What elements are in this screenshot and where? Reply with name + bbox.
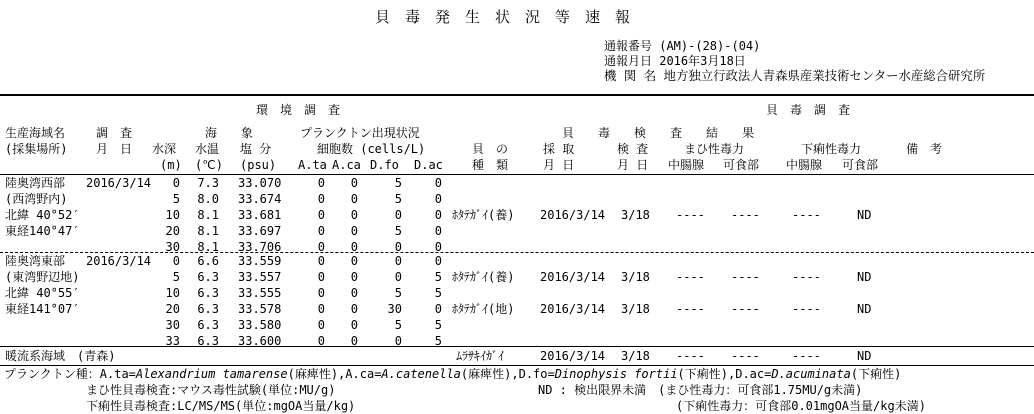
col-psp-gland: 中腸腺 <box>668 158 705 172</box>
ata-value: 0 <box>317 208 325 222</box>
species-name: ﾑﾗｻｷｲｶﾞｲ <box>456 349 505 363</box>
col-species-1: 貝 の <box>472 142 509 156</box>
dfo-abbr: D.fo= <box>518 367 555 381</box>
col-species-2: 種 類 <box>472 158 509 172</box>
aca-value: 0 <box>350 224 358 238</box>
dfo-value: 5 <box>394 192 402 206</box>
temp-value: 8.1 <box>197 240 219 254</box>
dsp-gland-value: ---- <box>792 349 821 363</box>
test-date: 3/18 <box>621 349 650 363</box>
sample-date: 2016/3/14 <box>540 349 606 363</box>
depth-value: 5 <box>172 192 180 206</box>
test-date: 3/18 <box>621 302 650 316</box>
depth-value: 10 <box>165 286 180 300</box>
dac-value: 0 <box>434 192 442 206</box>
species-name: ﾎﾀﾃｶﾞｲ(養) <box>452 208 515 222</box>
test-date: 3/18 <box>621 270 650 284</box>
depth-value: 20 <box>165 302 180 316</box>
depth-value: 33 <box>165 334 180 348</box>
salinity-value: 33.600 <box>238 334 282 348</box>
dac-value: 0 <box>434 254 442 268</box>
col-aca: A.ca <box>332 158 361 172</box>
temp-value: 7.3 <box>197 176 219 190</box>
aca-toxin: (麻痺性), <box>460 367 519 381</box>
col-sample-2: 月 日 <box>543 158 575 172</box>
col-cells: 細胞数 (cells/L) <box>317 142 426 156</box>
nd-note: ND : 検出限界未満 (まひ性毒力：可食部1.75MU/g未満) <box>538 383 863 397</box>
dsp-edible-value: ND <box>857 208 872 222</box>
plankton-legend-label: プランクトン種： <box>4 367 100 381</box>
dsp-method-note: 下痢性貝毒検査:LC/MS/MS(単位:mgOA当量/kg) <box>86 399 356 413</box>
psp-method-note: まひ性貝毒検査:マウス毒性試験(単位:MU/g) <box>86 383 336 397</box>
station-name: (東湾野辺地) <box>5 270 80 284</box>
ata-toxin: (麻痺性), <box>287 367 346 381</box>
col-month-day: 月 日 <box>96 142 133 156</box>
col-plankton: プランクトン出現状況 <box>300 126 420 140</box>
aca-value: 0 <box>350 286 358 300</box>
col-dac: D.ac <box>414 158 443 172</box>
dac-value: 0 <box>434 302 442 316</box>
temp-value: 8.1 <box>197 208 219 222</box>
col-sea: 海 象 <box>205 126 254 140</box>
depth-value: 30 <box>165 240 180 254</box>
col-remarks: 備 考 <box>906 142 943 156</box>
salinity-value: 33.580 <box>238 318 282 332</box>
dac-value: 5 <box>434 318 442 332</box>
depth-value: 0 <box>172 254 180 268</box>
shellfish-survey-header: 貝 毒 調 査 <box>766 103 851 117</box>
salinity-value: 33.070 <box>238 176 282 190</box>
depth-value: 20 <box>165 224 180 238</box>
salinity-value: 33.697 <box>238 224 282 238</box>
salinity-value: 33.559 <box>238 254 282 268</box>
latitude: 北緯 40°52′ <box>5 208 80 222</box>
test-date: 3/18 <box>621 208 650 222</box>
sample-date: 2016/3/14 <box>540 208 606 222</box>
dfo-value: 5 <box>394 286 402 300</box>
dac-value: 5 <box>434 270 442 284</box>
footer-rule <box>0 365 1034 366</box>
latitude: 北緯 40°55′ <box>5 286 80 300</box>
temp-value: 6.6 <box>197 254 219 268</box>
col-test-1: 検 査 <box>617 142 649 156</box>
aca-species-name: A.catenella <box>381 367 461 381</box>
col-psp-edible: 可食部 <box>723 158 760 172</box>
dac-value: 0 <box>434 224 442 238</box>
col-dsp-gland: 中腸腺 <box>786 158 823 172</box>
dsp-edible-value: ND <box>857 302 872 316</box>
aca-value: 0 <box>350 208 358 222</box>
aca-value: 0 <box>350 176 358 190</box>
dac-value: 5 <box>434 334 442 348</box>
dac-species-name: D.acuminata <box>771 367 851 381</box>
sample-date: 2016/3/14 <box>540 270 606 284</box>
aca-value: 0 <box>350 240 358 254</box>
col-ata: A.ta <box>298 158 327 172</box>
dfo-value: 0 <box>394 208 402 222</box>
dsp-edible-value: ND <box>857 270 872 284</box>
report-organization: 機 関 名 地方独立行政法人青森県産業技術センター水産総合研究所 <box>604 68 986 83</box>
psp-gland-value: ---- <box>676 349 705 363</box>
col-salinity: 塩 分 <box>240 142 272 156</box>
col-depth-unit: (m) <box>160 158 182 172</box>
dac-value: 0 <box>434 240 442 254</box>
psp-edible-value: ---- <box>731 270 760 284</box>
aca-value: 0 <box>350 270 358 284</box>
psp-gland-value: ---- <box>676 208 705 222</box>
col-temp: 水温 <box>195 142 220 156</box>
salinity-value: 33.555 <box>238 286 282 300</box>
survey-date: 2016/3/14 <box>86 254 152 268</box>
depth-value: 5 <box>172 270 180 284</box>
dfo-value: 5 <box>394 318 402 332</box>
depth-value: 10 <box>165 208 180 222</box>
depth-value: 30 <box>165 318 180 332</box>
report-number: 通報番号 (AM)-(28)-(04) <box>604 39 761 53</box>
dsp-gland-value: ---- <box>792 270 821 284</box>
ata-species-name: Alexandrium tamarense <box>135 367 288 381</box>
header-rule <box>0 174 1034 175</box>
dfo-toxin: (下痢性), <box>677 367 736 381</box>
col-salinity-unit: (psu) <box>240 158 277 172</box>
psp-gland-value: ---- <box>676 302 705 316</box>
top-rule <box>0 94 1034 96</box>
ata-value: 0 <box>317 192 325 206</box>
ata-value: 0 <box>317 240 325 254</box>
aca-abbr: A.ca= <box>345 367 382 381</box>
dfo-value: 0 <box>394 240 402 254</box>
species-name: ﾎﾀﾃｶﾞｲ(養) <box>452 270 515 284</box>
col-temp-unit: (℃) <box>195 158 223 172</box>
dfo-value: 0 <box>394 270 402 284</box>
col-dsp-edible: 可食部 <box>842 158 879 172</box>
survey-date: 2016/3/14 <box>86 176 152 190</box>
dfo-value: 5 <box>394 176 402 190</box>
col-area: 生産海域名 <box>5 126 66 140</box>
longitude: 東経141°07′ <box>5 302 80 316</box>
col-sample-1: 採 取 <box>543 142 575 156</box>
dfo-species-name: Dinophysis fortii <box>554 367 678 381</box>
temp-value: 6.3 <box>197 302 219 316</box>
col-psp: まひ性毒力 <box>684 142 745 156</box>
page-title: 貝 毒 発 生 状 況 等 速 報 <box>375 8 631 26</box>
area-name: 陸奥湾西部 <box>5 176 66 190</box>
temp-value: 8.0 <box>197 192 219 206</box>
aca-value: 0 <box>350 254 358 268</box>
ata-value: 0 <box>317 286 325 300</box>
report-date: 通報月日 2016年3月18日 <box>604 54 746 68</box>
station-name: (西湾野内) <box>5 192 68 206</box>
psp-edible-value: ---- <box>731 349 760 363</box>
area-name: 陸奥湾東部 <box>5 254 66 268</box>
aca-value: 0 <box>350 334 358 348</box>
col-depth: 水深 <box>152 142 177 156</box>
col-test-2: 月 日 <box>617 158 649 172</box>
dsp-gland-value: ---- <box>792 302 821 316</box>
species-name: ﾎﾀﾃｶﾞｲ(地) <box>452 302 515 316</box>
dac-value: 5 <box>434 286 442 300</box>
salinity-value: 33.706 <box>238 240 282 254</box>
temp-value: 6.3 <box>197 318 219 332</box>
dsp-limit-note: (下痢性毒力：可食部0.01mgOA当量/kg未満) <box>676 399 926 413</box>
col-survey: 調 査 <box>96 126 133 140</box>
temp-value: 8.1 <box>197 224 219 238</box>
aca-value: 0 <box>350 302 358 316</box>
col-dsp: 下痢性毒力 <box>801 142 862 156</box>
psp-gland-value: ---- <box>676 270 705 284</box>
dfo-value: 5 <box>394 224 402 238</box>
plankton-legend <box>4 368 901 380</box>
ata-value: 0 <box>317 254 325 268</box>
dfo-value: 30 <box>387 302 402 316</box>
ata-value: 0 <box>317 302 325 316</box>
salinity-value: 33.578 <box>238 302 282 316</box>
aca-value: 0 <box>350 192 358 206</box>
ata-abbr: A.ta= <box>99 367 136 381</box>
dsp-edible-value: ND <box>857 349 872 363</box>
longitude: 東経140°47′ <box>5 224 80 238</box>
env-survey-header: 環 境 調 査 <box>256 103 341 117</box>
psp-edible-value: ---- <box>731 302 760 316</box>
col-dfo: D.fo <box>370 158 399 172</box>
ata-value: 0 <box>317 318 325 332</box>
temp-value: 6.3 <box>197 270 219 284</box>
dac-abbr: D.ac= <box>735 367 772 381</box>
dac-value: 0 <box>434 208 442 222</box>
dfo-value: 0 <box>394 334 402 348</box>
salinity-value: 33.681 <box>238 208 282 222</box>
temp-value: 6.3 <box>197 286 219 300</box>
col-station: (採集場所) <box>5 142 68 156</box>
ata-value: 0 <box>317 270 325 284</box>
aca-value: 0 <box>350 318 358 332</box>
temp-value: 6.3 <box>197 334 219 348</box>
dfo-value: 0 <box>394 254 402 268</box>
psp-edible-value: ---- <box>731 208 760 222</box>
sample-date: 2016/3/14 <box>540 302 606 316</box>
dac-value: 0 <box>434 176 442 190</box>
ata-value: 0 <box>317 224 325 238</box>
ata-value: 0 <box>317 334 325 348</box>
salinity-value: 33.674 <box>238 192 282 206</box>
salinity-value: 33.557 <box>238 270 282 284</box>
ata-value: 0 <box>317 176 325 190</box>
dsp-gland-value: ---- <box>792 208 821 222</box>
depth-value: 0 <box>172 176 180 190</box>
dac-toxin: (下痢性) <box>850 367 902 381</box>
col-results: 貝 毒 検 査 結 果 <box>562 126 755 140</box>
area-name: 暖流系海域 (青森) <box>5 349 116 363</box>
